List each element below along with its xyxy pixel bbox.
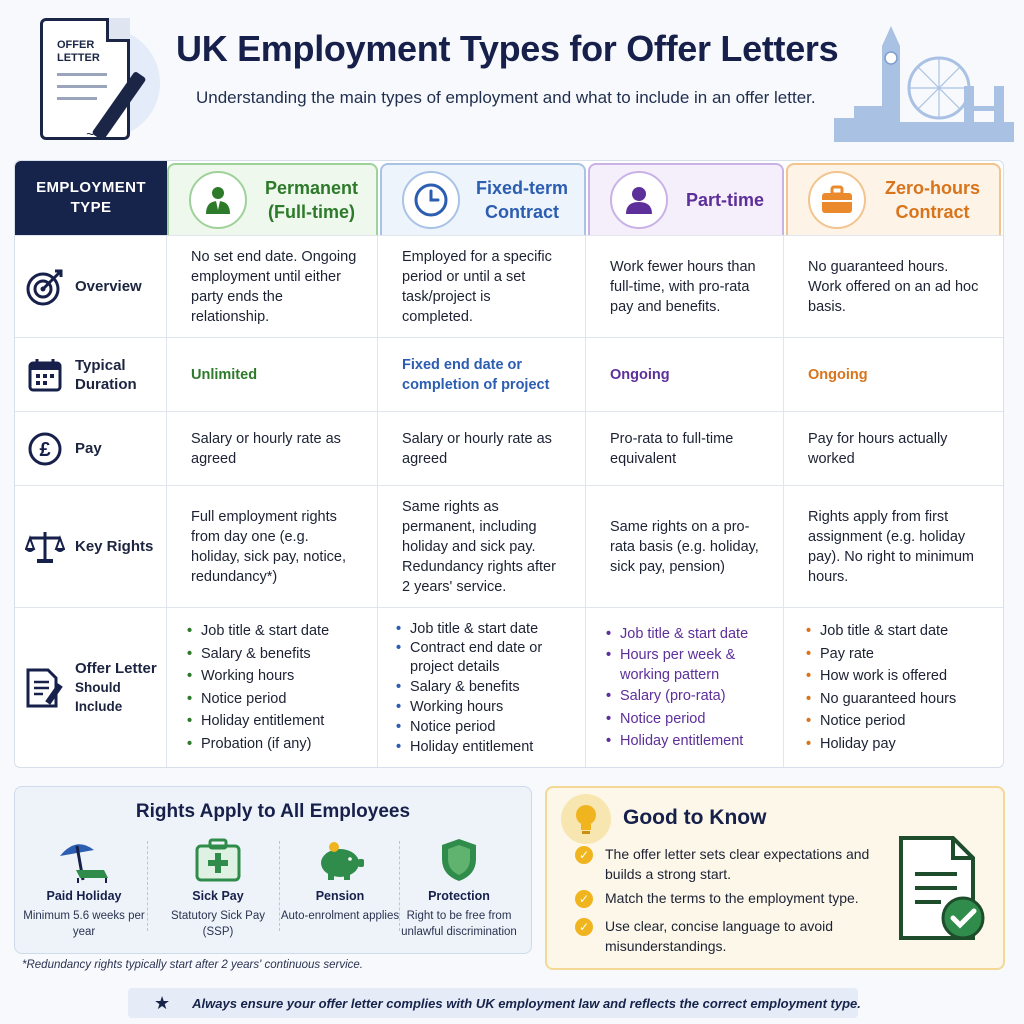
cell-duration-zero-hours: Ongoing (808, 366, 868, 383)
table-row-offer-letter-include (15, 607, 1003, 767)
cell-include-part-time (586, 608, 784, 767)
cell-overview-zero-hours: No guaranteed hours. Work offered on an ad hoc basis. (808, 258, 979, 315)
document-approved-icon (897, 834, 987, 944)
column-header-permanent: Permanent (Full-time) (167, 163, 378, 235)
briefcase-icon (808, 171, 866, 229)
person-icon (189, 171, 247, 229)
pound-icon (25, 429, 65, 469)
list-item: • Salary & benefits (187, 643, 329, 666)
check-icon: ✓ (575, 846, 593, 864)
table-corner-header: EMPLOYMENT TYPE (15, 161, 167, 235)
table-row-duration: Typical Duration Unlimited Fixed end date or completion of project Ongoing Ongoing (15, 337, 1003, 411)
page-subtitle: Understanding the main types of employment and what to include in an offer letter. (196, 88, 816, 107)
list-item: • Contract end date or project details (396, 639, 565, 677)
cell-pay-zero-hours: Pay for hours actually worked (808, 430, 948, 467)
check-icon: ✓ (575, 918, 593, 936)
column-header-fixed-term: Fixed-term Contract (380, 163, 586, 235)
good-to-know-item: ✓ Use clear, concise language to avoid misunderstandings. (575, 916, 895, 956)
list-item: • No guaranteed hours (806, 688, 956, 711)
right-sick-pay: Sick Pay Statutory Sick Pay (SSP) (157, 835, 279, 947)
cell-rights-part-time: Same rights on a pro-rata basis (e.g. holiday, sick pay, pension) (586, 486, 784, 607)
cell-rights-fixed-term: Same rights as permanent, including holiday and sick pay. Redundancy rights after 2 years' service. (378, 486, 586, 607)
calendar-icon (25, 355, 65, 395)
cell-duration-part-time: Ongoing (586, 338, 784, 411)
cell-duration-permanent: Unlimited (167, 338, 378, 411)
cell-overview-fixed-term: Employed for a specific period or until a set task/project is completed. (378, 236, 586, 337)
list-item: • Job title & start date (396, 619, 565, 639)
cell-duration-fixed-term: Fixed end date or completion of project (378, 338, 586, 411)
footnote: *Redundancy rights typically start after 2 years' continuous service. (22, 959, 363, 971)
offer-letter-label-line2: Should Include (75, 680, 123, 714)
london-skyline-icon (834, 26, 1014, 142)
list-item: • Holiday pay (806, 733, 956, 756)
list-item: • Probation (if any) (187, 733, 329, 756)
cell-include-permanent (167, 608, 378, 767)
good-to-know-item: ✓ Match the terms to the employment type. (575, 888, 895, 908)
cell-pay-permanent: Salary or hourly rate as agreed (167, 412, 378, 485)
list-item: • Pay rate (806, 643, 956, 666)
shield-icon (429, 835, 489, 885)
cell-include-zero-hours (784, 608, 1003, 767)
cell-include-fixed-term (378, 608, 586, 767)
list-item: • Holiday entitlement (396, 737, 565, 757)
list-item: • Salary & benefits (396, 677, 565, 697)
right-paid-holiday: Paid Holiday Minimum 5.6 weeks per year (23, 835, 145, 947)
offer-letter-icon: OFFER LETTER ~ (20, 18, 160, 148)
column-header-part-time: Part-time (588, 163, 784, 235)
list-item: • Notice period (806, 710, 956, 733)
document-edit-icon (25, 668, 65, 708)
cell-rights-permanent: Full employment rights from day one (e.g. holiday, sick pay, notice, redundancy*) (167, 486, 378, 607)
cell-pay-fixed-term: Salary or hourly rate as agreed (378, 412, 586, 485)
clock-icon (402, 171, 460, 229)
list-item: • Job title & start date (806, 620, 956, 643)
list-item: • Working hours (396, 697, 565, 717)
list-item: • How work is offered (806, 665, 956, 688)
page-title: UK Employment Types for Offer Letters (176, 28, 839, 69)
target-icon (25, 267, 65, 307)
table-row-overview: Overview No set end date. Ongoing employment until either party ends the relationship. Employed for a specific period or until a set task/project is completed. Work fewer hours than full-time, with pro-rata pay and benefits. No guaranteed hours. Work offered on an ad hoc basis. (15, 235, 1003, 337)
beach-umbrella-icon (54, 835, 114, 885)
lightbulb-icon (561, 794, 611, 844)
scales-icon (25, 527, 65, 567)
good-to-know-panel (545, 786, 1005, 970)
star-icon: ★ (154, 992, 171, 1013)
list-item: • Job title & start date (606, 623, 763, 646)
compliance-banner: ★ Always ensure your offer letter complies with UK employment law and reflects the correct employment type. (128, 988, 858, 1018)
rights-title: Rights Apply to All Employees (135, 801, 411, 822)
offer-letter-label-line1: Offer Letter (75, 660, 157, 677)
list-item: • Job title & start date (187, 620, 329, 643)
right-protection: Protection Right to be free from unlawful discrimination (389, 835, 529, 947)
good-to-know-item: ✓ The offer letter sets clear expectations and builds a strong start. (575, 844, 895, 884)
list-item: • Holiday entitlement (187, 710, 329, 733)
piggy-bank-icon (310, 835, 370, 885)
employment-types-table (14, 160, 1004, 768)
cell-rights-zero-hours: Rights apply from first assignment (e.g. holiday pay). No right to minimum hours. (808, 508, 974, 585)
cell-overview-part-time: Work fewer hours than full-time, with pro-rata pay and benefits. (586, 236, 784, 337)
person-icon (610, 171, 668, 229)
table-row-key-rights: Key Rights Full employment rights from day one (e.g. holiday, sick pay, notice, redundancy*) Same rights as permanent, including holiday and sick pay. Redundancy rights after 2 years' service. Same rights on a pro-rata basis (e.g. holiday, sick pay, pension) Rights apply from first assignment (e.g. holiday pay). No right to minimum hours. (15, 485, 1003, 607)
offer-letter-icon-label: OFFER LETTER (57, 39, 100, 64)
column-header-zero-hours: Zero-hours Contract (786, 163, 1001, 235)
cell-overview-permanent: No set end date. Ongoing employment until either party ends the relationship. (167, 236, 378, 337)
list-item: • Notice period (396, 717, 565, 737)
svg-text:£: £ (39, 438, 51, 461)
table-row-pay: £ Pay Salary or hourly rate as agreed Salary or hourly rate as agreed Pro-rata to full-time equivalent Pay for hours actually worked (15, 411, 1003, 485)
list-item: • Notice period (187, 688, 329, 711)
rights-all-employees-panel (14, 786, 532, 954)
cell-pay-part-time: Pro-rata to full-time equivalent (586, 412, 784, 485)
list-item: • Holiday entitlement (606, 730, 763, 753)
good-to-know-title: Good to Know (623, 806, 767, 829)
check-icon: ✓ (575, 890, 593, 908)
right-pension: Pension Auto-enrolment applies (279, 835, 401, 947)
list-item: • Hours per week & working pattern (606, 645, 763, 685)
list-item: • Notice period (606, 708, 763, 731)
list-item: • Salary (pro-rata) (606, 685, 763, 708)
medical-kit-icon (188, 835, 248, 885)
list-item: • Working hours (187, 665, 329, 688)
